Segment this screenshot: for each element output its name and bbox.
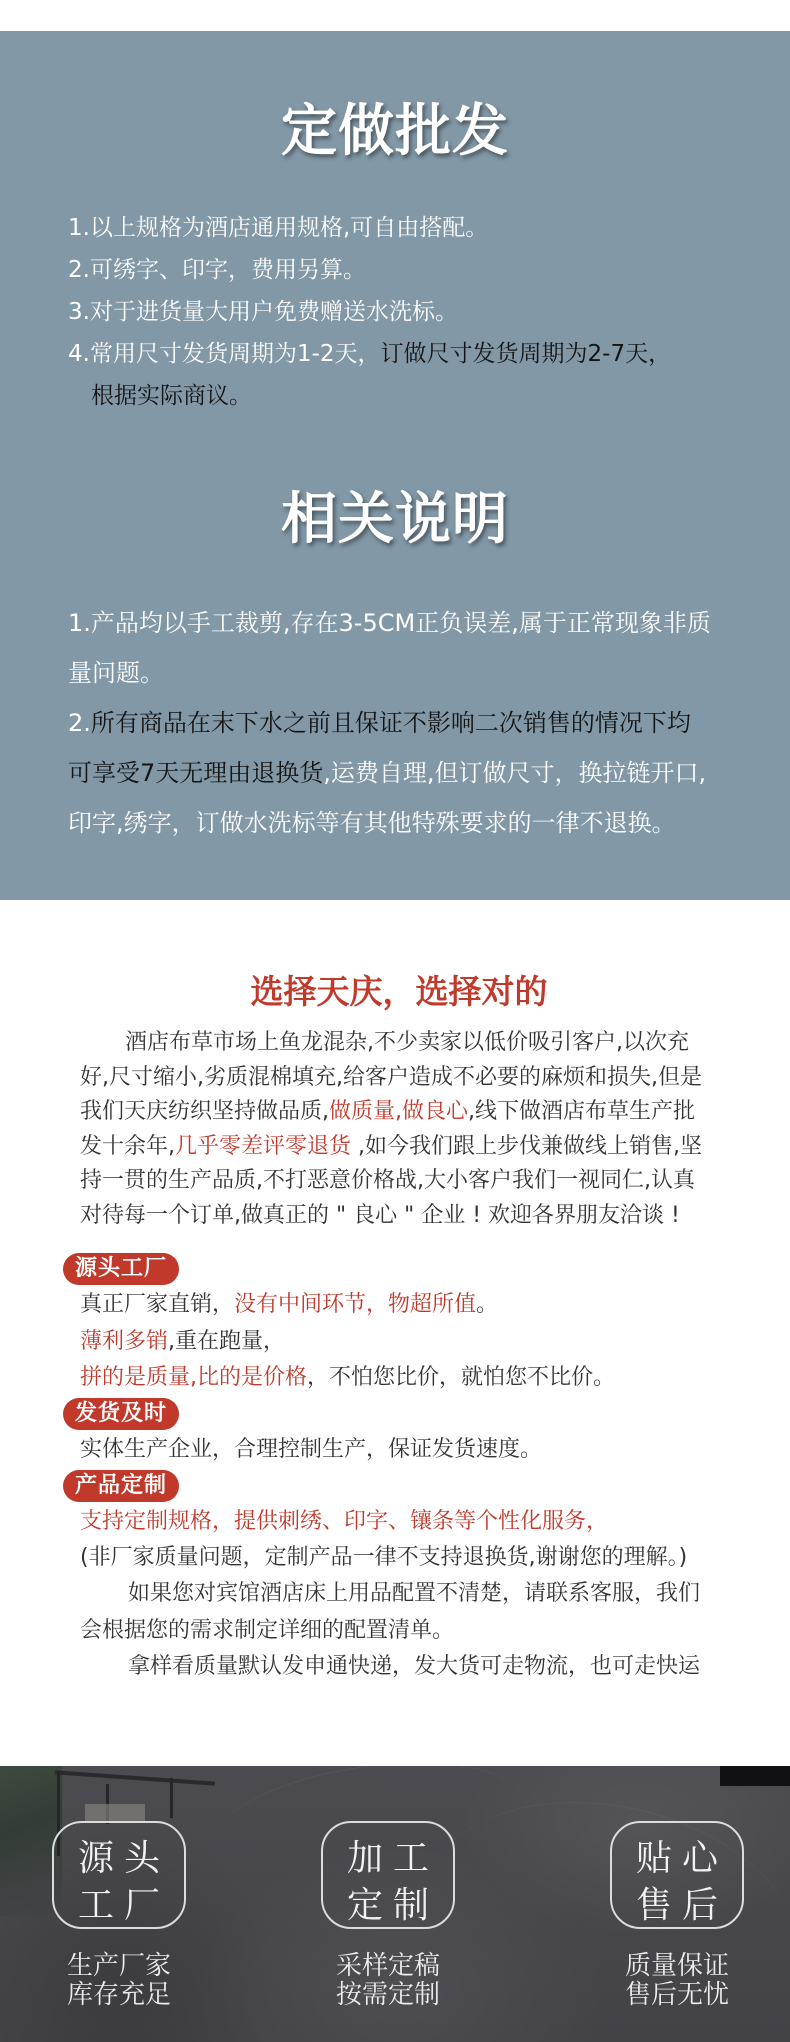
service-box-line: 定制 <box>346 1885 439 1926</box>
service-box-line: 加工 <box>346 1838 439 1879</box>
text-segment: 4.常用尺寸发货周期为1-2天， <box>68 341 381 367</box>
feature-source-factory-text <box>80 1287 615 1397</box>
text-segment: 会根据您的需求制定详细的配置清单。 <box>80 1617 455 1643</box>
text-segment: 持一贯的生产品质,不打恶意价格战,大小客户我们一视同仁,认真 <box>80 1168 695 1193</box>
service-caption-line: 质量保证 <box>624 1951 729 1981</box>
text-line <box>80 1360 615 1397</box>
service-box-line: 售后 <box>635 1885 728 1926</box>
highlight-text: 没有中间环节，物超所值 <box>234 1292 477 1317</box>
service-caption-line: 按需定制 <box>335 1980 440 2010</box>
text-line <box>80 1130 702 1165</box>
text-line <box>80 1061 702 1096</box>
highlight-text: 支持定制规格，提供刺绣、印字、镶条等个性化服务， <box>80 1509 609 1534</box>
books-photo-detail <box>85 1804 145 1822</box>
text-segment: 订做尺寸发货周期为2-7天， <box>380 341 672 367</box>
text-line <box>68 748 711 798</box>
text-line <box>68 798 711 848</box>
text-segment: 拿样看质量默认发申通快递，发大货可走物流，也可走快运 <box>128 1653 701 1679</box>
badge-fast-shipping: 发货及时 <box>63 1398 179 1430</box>
services-banner <box>0 1766 790 2042</box>
photo-shadow-corner <box>720 1766 790 1786</box>
text-line <box>68 291 671 333</box>
text-line <box>80 1613 700 1649</box>
text-segment: 2.可绣字、印字，费用另算。 <box>68 257 366 283</box>
text-line <box>80 1199 702 1234</box>
highlight-text: 几乎零差评零退货 <box>175 1133 352 1159</box>
highlight-text: 做质量,做良心 <box>329 1099 468 1124</box>
service-box-line: 工厂 <box>77 1885 170 1926</box>
text-line <box>68 648 711 698</box>
service-caption-after-sales <box>590 1952 764 2010</box>
service-box-line: 源头 <box>77 1838 170 1879</box>
text-segment: 酒店布草市场上鱼龙混杂,不少卖家以低价吸引客户,以次充 <box>125 1030 689 1055</box>
service-caption-source-factory <box>32 1952 206 2010</box>
text-line <box>80 1649 700 1685</box>
text-line <box>68 698 711 748</box>
text-segment: 量问题。 <box>68 659 164 687</box>
text-segment: ,线下做酒店布草生产批 <box>468 1099 695 1124</box>
text-segment: ,重在跑量， <box>168 1328 286 1354</box>
service-caption-line: 生产厂家 <box>66 1951 171 1981</box>
text-line <box>80 1504 700 1540</box>
text-segment: 可享受7天无理由退换货 <box>68 759 324 787</box>
text-line <box>80 1432 542 1468</box>
text-segment: 所有商品在末下水之前且保证不影响二次销售的情况下均 <box>90 709 691 737</box>
text-segment: 。 <box>476 1292 499 1317</box>
text-segment: 对待每一个订单,做真正的 " 良心 " 企业 ! 欢迎各界朋友洽谈 ! <box>80 1202 680 1228</box>
text-segment: 发十余年, <box>80 1133 175 1159</box>
text-segment: 3.对于进货量大用户免费赠送水洗标。 <box>68 299 458 325</box>
service-box-source-factory <box>52 1821 186 1929</box>
service-caption-processing <box>301 1952 475 2010</box>
text-line <box>68 249 671 291</box>
text-segment: 如果您对宾馆酒店床上用品配置不清楚，请联系客服，我们 <box>128 1581 701 1607</box>
service-box-line: 贴心 <box>635 1838 728 1879</box>
side-table-leg <box>170 1778 173 1818</box>
text-segment: ，不怕您比价，就怕您不比价。 <box>307 1365 616 1390</box>
text-line <box>80 1164 702 1199</box>
promo-headline: 选择天庆，选择对的 <box>250 972 548 1011</box>
text-segment: 1.以上规格为酒店通用规格,可自由搭配。 <box>68 215 489 241</box>
text-segment: 印字,绣字，订做水洗标等有其他特殊要求的一律不退换。 <box>68 809 676 837</box>
text-segment: 2. <box>68 709 91 737</box>
text-segment: 实体生产企业，合理控制生产，保证发货速度。 <box>80 1437 543 1462</box>
service-caption-line: 库存充足 <box>66 1980 171 2010</box>
text-segment: 好,尺寸缩小,劣质混棉填充,给客户造成不必要的麻烦和损失,但是 <box>80 1064 702 1090</box>
service-caption-line: 采样定稿 <box>335 1951 440 1981</box>
text-segment: ,运费自理,但订做尺寸，换拉链开口, <box>323 759 707 787</box>
notes-list <box>68 598 711 848</box>
wholesale-list <box>68 207 671 417</box>
text-line <box>68 598 711 648</box>
badge-customization: 产品定制 <box>63 1470 179 1502</box>
text-segment: 我们天庆纺织坚持做品质, <box>80 1099 329 1124</box>
text-line <box>80 1324 615 1361</box>
text-segment: 真正厂家直销， <box>80 1292 235 1317</box>
top-spacer <box>0 0 790 31</box>
text-line <box>80 1026 702 1061</box>
promo-intro-paragraph <box>80 1026 702 1233</box>
wholesale-title: 定做批发 <box>281 99 509 164</box>
text-line <box>80 1095 702 1130</box>
text-segment: 根据实际商议。 <box>91 383 252 409</box>
text-line <box>68 207 671 249</box>
service-caption-line: 售后无忧 <box>624 1980 729 2010</box>
feature-customization-text <box>80 1504 700 1685</box>
notes-title: 相关说明 <box>281 487 509 552</box>
side-table-detail <box>55 1770 215 1785</box>
text-line <box>68 375 671 417</box>
text-segment: ,如今我们跟上步伐兼做线上销售,坚 <box>351 1133 702 1159</box>
badge-source-factory: 源头工厂 <box>63 1253 179 1285</box>
highlight-text: 拼的是质量,比的是价格 <box>80 1365 307 1390</box>
text-segment: (非厂家质量问题，定制产品一律不支持退换货,谢谢您的理解。) <box>80 1545 688 1571</box>
text-segment: 1.产品均以手工裁剪,存在3-5CM正负误差,属于正常现象非质 <box>68 609 711 637</box>
service-box-after-sales <box>610 1821 744 1929</box>
text-line <box>80 1287 615 1324</box>
feature-fast-shipping-text <box>80 1432 542 1468</box>
text-line <box>80 1576 700 1612</box>
text-line <box>80 1540 700 1576</box>
service-box-processing <box>321 1821 455 1929</box>
text-line <box>68 333 671 375</box>
highlight-text: 薄利多销 <box>80 1328 169 1354</box>
